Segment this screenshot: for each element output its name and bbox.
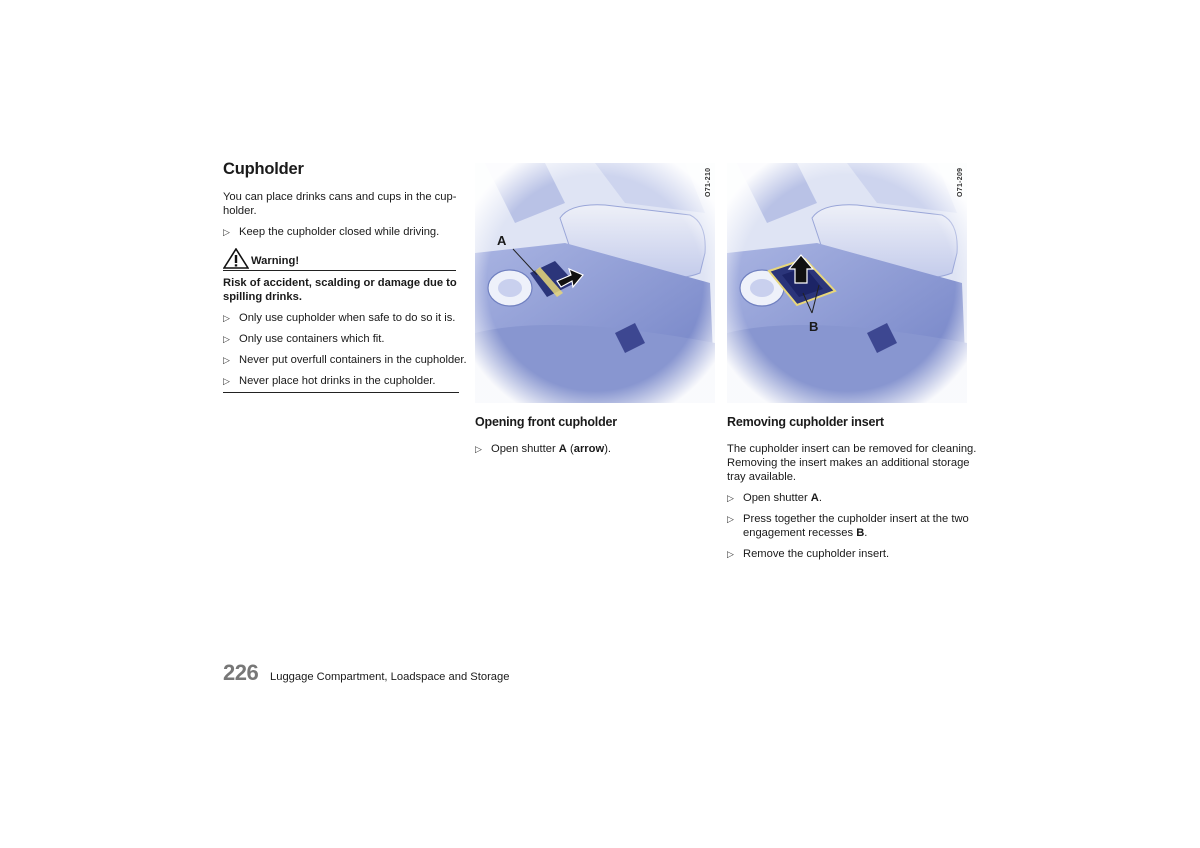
opening-step-prefix: Open shutter xyxy=(491,443,559,455)
removing-paragraph xyxy=(727,442,977,484)
page-number: 226 xyxy=(223,660,259,685)
cupholder-shutter-illustration xyxy=(475,163,715,403)
callout-a-label: A xyxy=(497,233,507,248)
callout-b-label: B xyxy=(809,319,819,334)
opening-step-end: ). xyxy=(604,443,612,455)
removing-step-1-bold: A xyxy=(810,492,819,504)
removing-step-2-bold: B xyxy=(856,527,865,539)
bullet-triangle-icon: ▷ xyxy=(223,227,230,237)
removing-step-2-line-2 xyxy=(743,526,993,540)
figure-code-left: O71-210 xyxy=(705,167,712,197)
opening-step-mid: ( xyxy=(566,443,574,455)
warning-top-rule xyxy=(223,270,456,271)
bullet-triangle-icon: ▷ xyxy=(475,444,482,454)
warning-label: Warning! xyxy=(251,255,300,267)
bullet-keep-closed xyxy=(223,225,479,239)
opening-step-shutter-a: A xyxy=(558,443,567,455)
removing-step-2 xyxy=(727,512,993,540)
removing-step-2-line-1: Press together the cupholder insert at the two xyxy=(743,513,969,525)
warning-item-text: Never place hot drinks in the cupholder. xyxy=(239,375,436,387)
figure-removing-insert xyxy=(727,163,967,403)
warning-item xyxy=(223,353,484,367)
removing-step-3-text: Remove the cupholder insert. xyxy=(743,548,890,560)
warning-item-text: Only use containers which fit. xyxy=(239,333,385,345)
opening-title: Opening front cupholder xyxy=(475,415,617,429)
intro-line-1: You can place drinks cans and cups in the cup- xyxy=(223,191,457,203)
bullet-triangle-icon: ▷ xyxy=(223,313,230,323)
figure-opening-cupholder xyxy=(475,163,715,403)
bullet-triangle-icon: ▷ xyxy=(727,493,734,503)
warning-risk-line-2: spilling drinks. xyxy=(223,291,302,303)
opening-step-arrow: arrow xyxy=(573,443,605,455)
warning-risk xyxy=(223,276,463,304)
removing-step-1-end: . xyxy=(818,492,822,504)
figure-code-right: O71-209 xyxy=(957,167,964,197)
bullet-text: Keep the cupholder closed while driving. xyxy=(239,226,440,238)
warning-item-text: Never put overfull containers in the cupholder. xyxy=(239,354,467,366)
removing-step-3 xyxy=(727,547,993,561)
intro-line-2: holder. xyxy=(223,205,257,217)
removing-step-2-prefix: engagement recesses xyxy=(743,527,857,539)
bullet-triangle-icon: ▷ xyxy=(727,514,734,524)
bullet-triangle-icon: ▷ xyxy=(223,355,230,365)
removing-step-2-end: . xyxy=(864,527,868,539)
removing-step-1 xyxy=(727,491,993,505)
removing-title: Removing cupholder insert xyxy=(727,415,884,429)
section-title: Cupholder xyxy=(223,160,304,178)
removing-line-3: tray available. xyxy=(727,471,797,483)
opening-step xyxy=(475,442,731,456)
warning-risk-line-1: Risk of accident, scalding or damage due to xyxy=(223,277,457,289)
bullet-triangle-icon: ▷ xyxy=(223,376,230,386)
intro-paragraph xyxy=(223,190,463,218)
warning-item xyxy=(223,374,479,388)
bullet-triangle-icon: ▷ xyxy=(727,549,734,559)
warning-item xyxy=(223,311,479,325)
warning-icon xyxy=(223,248,249,269)
removing-line-1: The cupholder insert can be removed for cleaning. xyxy=(727,443,977,455)
cupholder-insert-illustration xyxy=(727,163,967,403)
removing-line-2: Removing the insert makes an additional storage xyxy=(727,457,970,469)
chapter-title: Luggage Compartment, Loadspace and Storage xyxy=(270,671,510,683)
warning-bottom-rule xyxy=(223,392,459,393)
bullet-triangle-icon: ▷ xyxy=(223,334,230,344)
warning-item xyxy=(223,332,479,346)
removing-step-1-prefix: Open shutter xyxy=(743,492,811,504)
warning-item-text: Only use cupholder when safe to do so it is. xyxy=(239,312,456,324)
warning-header xyxy=(223,248,456,270)
